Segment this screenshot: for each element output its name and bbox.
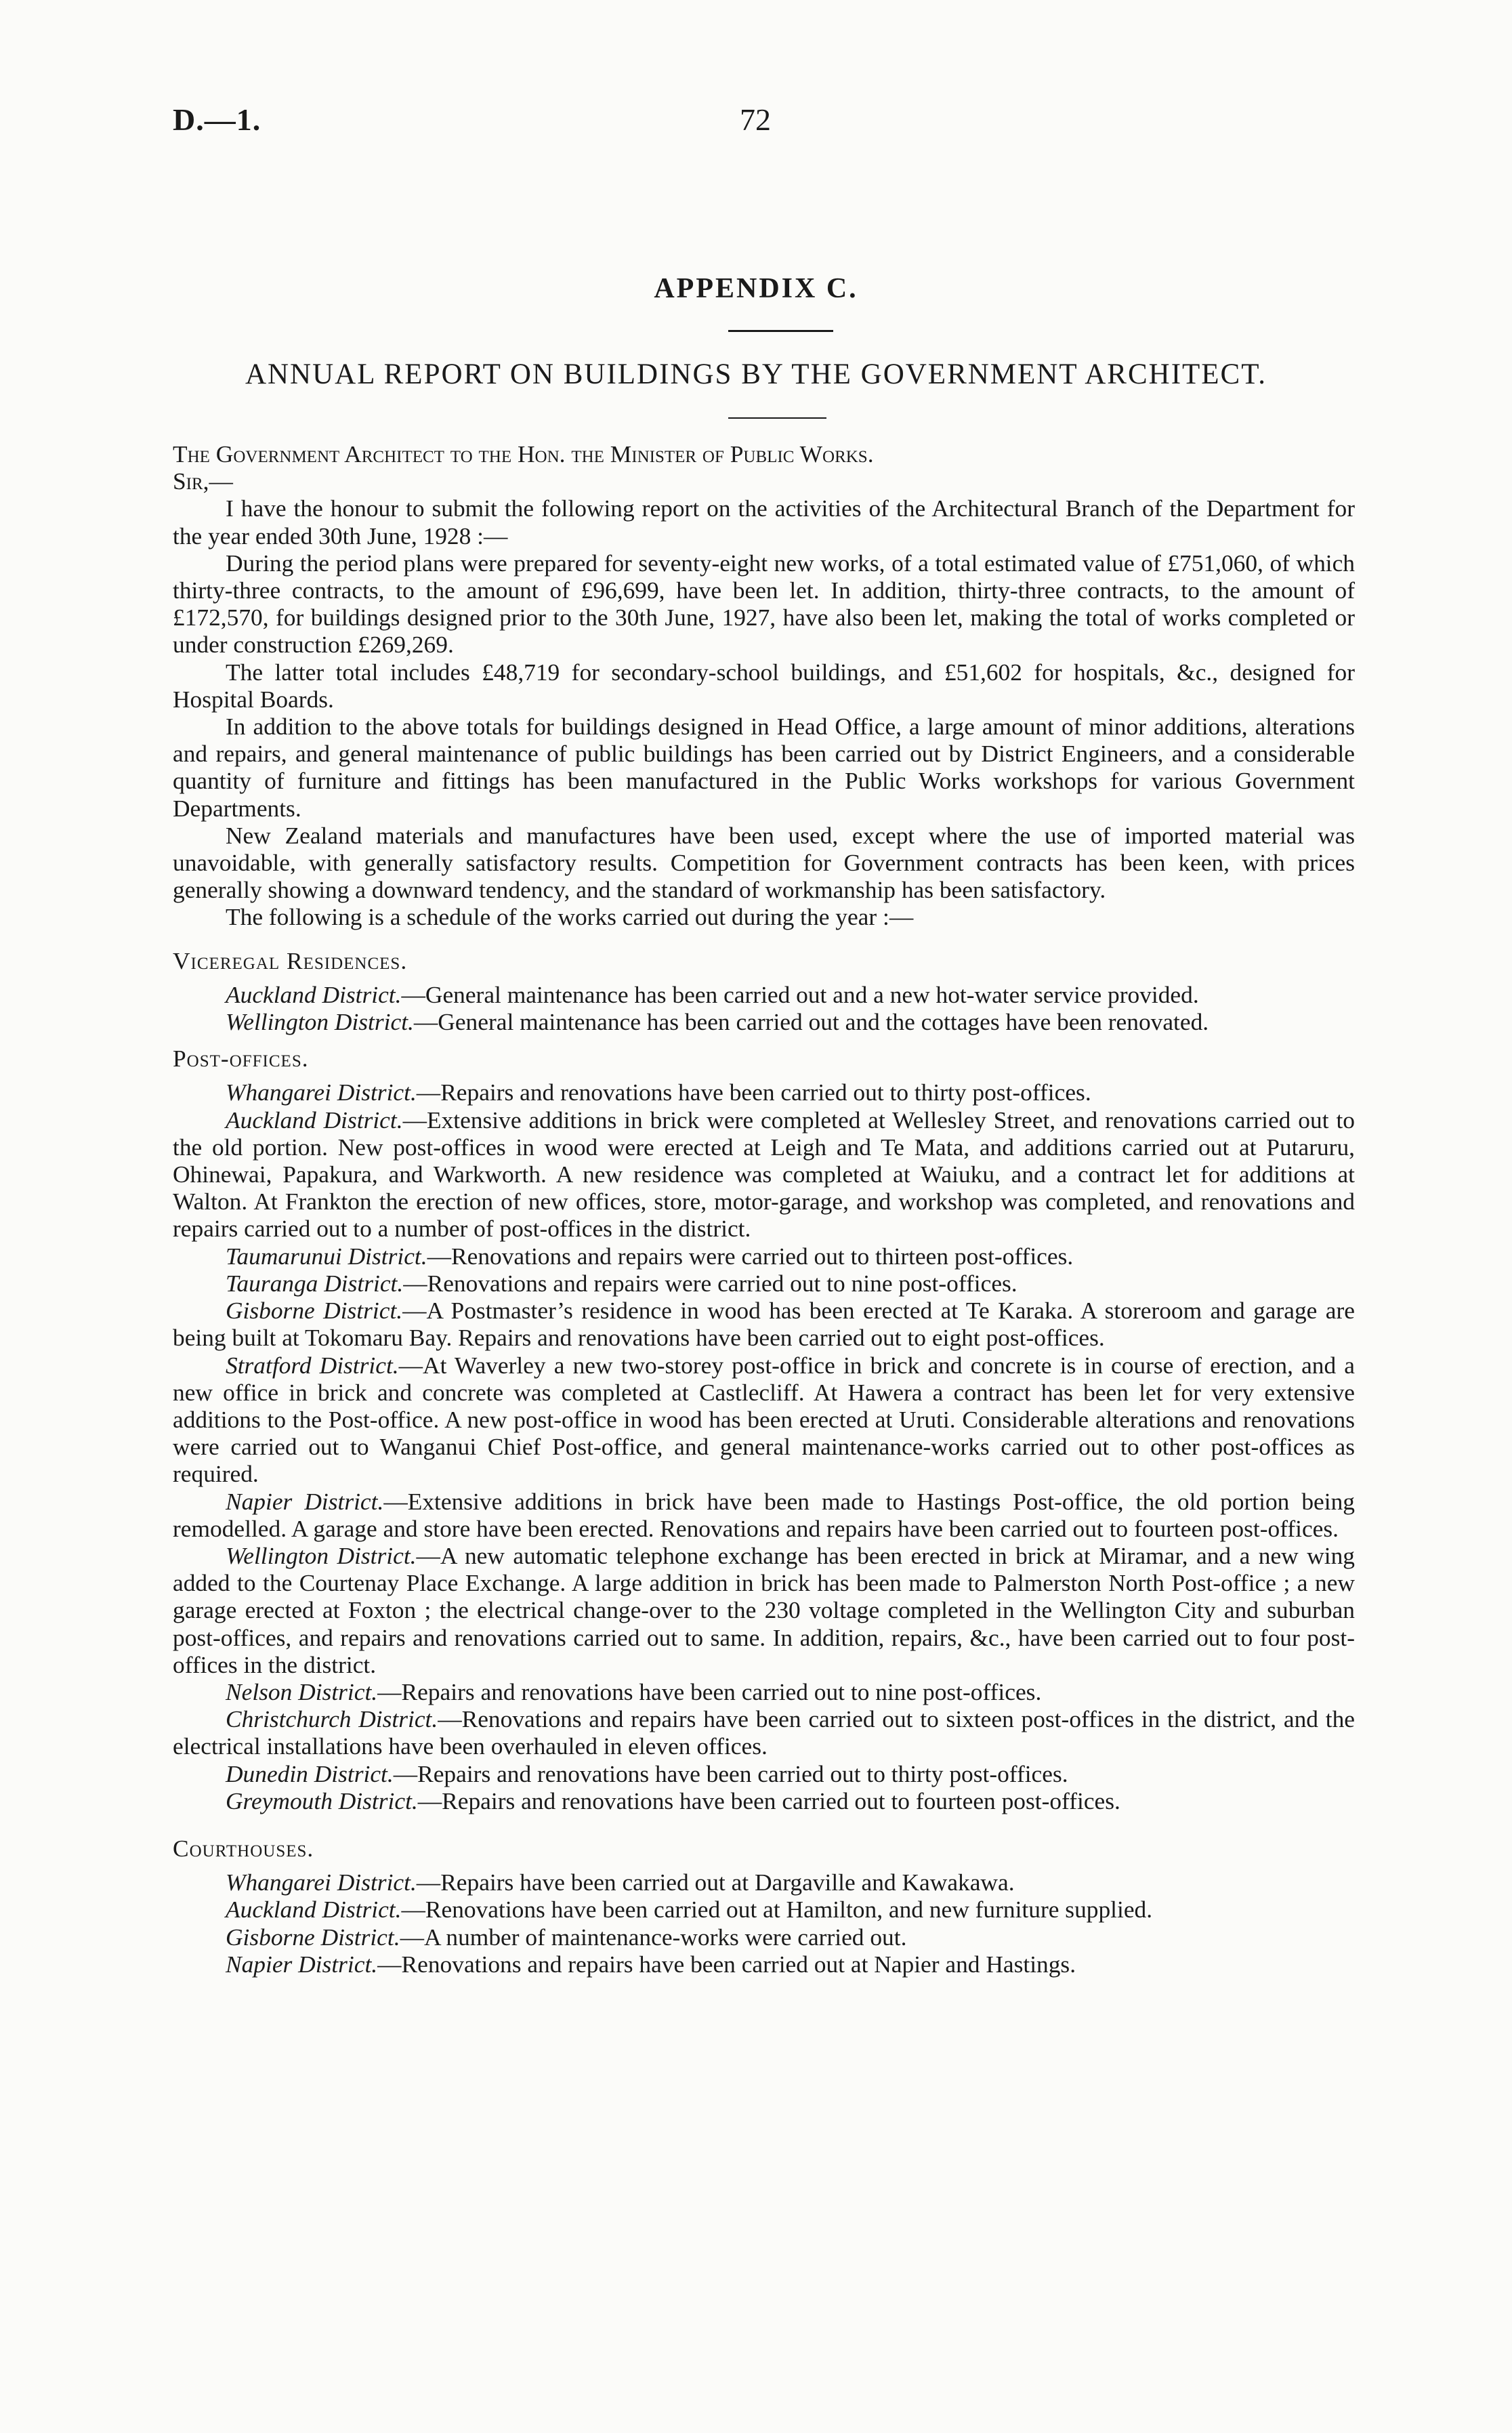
intro-paragraph: The latter total includes £48,719 for secondary-school buildings, and £51,602 for hospitals, &c., designed for Hospital Boards. (173, 658, 1355, 713)
district-name: Gisborne District. (226, 1297, 403, 1325)
district-name: Wellington District. (226, 1541, 417, 1569)
intro-paragraph: New Zealand materials and manufactures have been used, except where the use of imported material was unavoidable, with generally satisfactory results. Competition for Government contracts has been keen, with prices generally showing a downward tendency, and the standard of workmanship has been satisfactory. (173, 821, 1355, 904)
district-entry (173, 1678, 1355, 1705)
section-heading: Post-offices. (173, 1045, 309, 1073)
district-name: Whangarei District. (226, 1079, 417, 1106)
entry-text: —Renovations and repairs have been carried out at Napier and Hastings. (377, 1950, 1076, 1978)
district-entry (173, 1106, 1355, 1243)
district-entry (173, 1488, 1355, 1542)
district-name: Gisborne District. (226, 1923, 400, 1951)
document-reference: D.—1. (173, 102, 261, 137)
district-entry (173, 1008, 1355, 1035)
district-entry (173, 1297, 1355, 1351)
entry-text: —Renovations and repairs have been carried out to sixteen post-offices in the district, and the electrical installations have been overhauled in eleven offices. (173, 1705, 1355, 1760)
intro-paragraph: I have the honour to submit the following report on the activities of the Architectural Branch of the Department for the year ended 30th June, 1928 :— (173, 495, 1355, 549)
district-name: Auckland District. (226, 1106, 403, 1134)
district-entry (173, 1079, 1355, 1106)
district-name: Tauranga District. (226, 1269, 404, 1297)
district-entry (173, 1352, 1355, 1488)
entry-text: —Repairs have been carried out at Dargaville and Kawakawa. (416, 1869, 1015, 1896)
district-name: Napier District. (226, 1487, 384, 1515)
district-name: Taumarunui District. (226, 1242, 427, 1270)
district-entry (173, 1243, 1355, 1270)
district-name: Nelson District. (226, 1678, 378, 1705)
entry-text: —A new automatic telephone exchange has been erected in brick at Miramar, and a new wing added to the Courtenay Place Exchange. A large addition in brick has been made to Palmerston North Post-office ; a new garage erected at Foxton ; the electrical change-over to the 230 voltage completed in the Wellington City and suburban post-offices, and repairs and renovations carried out to same. In addition, repairs, &c., have been carried out to four post-offices in the district. (173, 1541, 1355, 1678)
district-entry (173, 1923, 1355, 1951)
entry-text: —Repairs and renovations have been carried out to fourteen post-offices. (417, 1787, 1120, 1814)
district-name: Napier District. (226, 1950, 378, 1978)
district-entry (173, 981, 1355, 1008)
appendix-title: APPENDIX C. (654, 273, 858, 304)
district-name: Stratford District. (226, 1351, 399, 1379)
title-rule-2 (728, 417, 826, 419)
entry-text: —Repairs and renovations have been carried out to nine post-offices. (377, 1678, 1042, 1705)
address-line: The Government Architect to the Hon. the Minister of Public Works. (173, 440, 874, 467)
district-entry (173, 1760, 1355, 1787)
district-entry (173, 1270, 1355, 1297)
entry-text: —At Waverley a new two-storey post-office in brick and concrete is in course of erection, and a new office in brick and concrete was completed at Castlecliff. At Hawera a contract has been let for very extensive additions to the Post-office. A new post-office in wood has been erected at Uruti. Considerable alterations and renovations were carried out to Wanganui Chief Post-office, and general maintenance-works carried out to other post-offices as required. (173, 1351, 1356, 1488)
district-entry (173, 1705, 1355, 1760)
district-name: Whangarei District. (226, 1869, 417, 1896)
entry-text: —Repairs and renovations have been carried out to thirty post-offices. (393, 1760, 1068, 1787)
district-name: Dunedin District. (226, 1760, 394, 1787)
intro-paragraph: During the period plans were prepared for seventy-eight new works, of a total estimated value of £751,060, of which thirty-three contracts, to the amount of £96,699, have been let. In addition, thirty-three contracts, to the amount of £172,570, for buildings designed prior to the 30th June, 1927, have also been let, making the total of works completed or under construction £269,269. (173, 549, 1355, 659)
district-name: Wellington District. (226, 1008, 414, 1036)
district-entry (173, 1869, 1355, 1896)
entry-text: —A number of maintenance-works were carried out. (400, 1923, 907, 1951)
entry-text: —Extensive additions in brick have been made to Hastings Post-office, the old portion being remodelled. A garage and store have been erected. Renovations and repairs have been carried out to fourteen post-offices. (173, 1487, 1355, 1542)
entry-text: —General maintenance has been carried out and a new hot-water service provided. (401, 980, 1199, 1008)
title-rule (728, 330, 833, 332)
entry-text: —Repairs and renovations have been carried out to thirty post-offices. (416, 1079, 1091, 1106)
intro-paragraph: In addition to the above totals for buildings designed in Head Office, a large amount of minor additions, alterations and repairs, and general maintenance of public buildings has been carried out by District Engineers, and a considerable quantity of furniture and fittings has been manufactured in the Public Works workshops for various Government Departments. (173, 713, 1355, 822)
district-entry (173, 1951, 1355, 1978)
district-name: Auckland District. (226, 980, 402, 1008)
entry-text: —General maintenance has been carried out and the cottages have been renovated. (413, 1008, 1209, 1036)
report-body (173, 440, 1355, 1978)
section-heading: Viceregal Residences. (173, 947, 408, 974)
section-heading: Courthouses. (173, 1834, 314, 1862)
entry-text: —Renovations and repairs were carried out to thirteen post-offices. (427, 1242, 1074, 1270)
page-number: 72 (740, 102, 771, 137)
district-entry (173, 1896, 1355, 1923)
report-title: ANNUAL REPORT ON BUILDINGS BY THE GOVERNMENT ARCHITECT. (245, 358, 1267, 390)
entry-text: —Renovations and repairs were carried out to nine post-offices. (403, 1269, 1017, 1297)
district-name: Auckland District. (226, 1896, 402, 1923)
intro-paragraph: The following is a schedule of the works carried out during the year :— (226, 903, 914, 931)
district-name: Greymouth District. (226, 1787, 418, 1814)
salutation: Sir,— (173, 467, 233, 495)
entry-text: —Extensive additions in brick were completed at Wellesley Street, and renovations carried out to the old portion. New post-offices in wood were erected at Leigh and Te Mata, and additions carried out at Putaruru, Ohinewai, Papakura, and Warkworth. A new residence was completed at Waiuku, and a contract let for additions at Walton. At Frankton the erection of new offices, store, motor-garage, and workshop was completed, and renovations and repairs carried out to a number of post-offices in the district. (173, 1106, 1355, 1243)
district-entry (173, 1787, 1355, 1814)
district-name: Christchurch District. (226, 1705, 438, 1733)
entry-text: —Renovations have been carried out at Hamilton, and new furniture supplied. (401, 1896, 1153, 1923)
entry-text: —A Postmaster’s residence in wood has been erected at Te Karaka. A storeroom and garage are being built at Tokomaru Bay. Repairs and renovations have been carried out to eight post-offices. (173, 1297, 1355, 1352)
district-entry (173, 1542, 1355, 1678)
